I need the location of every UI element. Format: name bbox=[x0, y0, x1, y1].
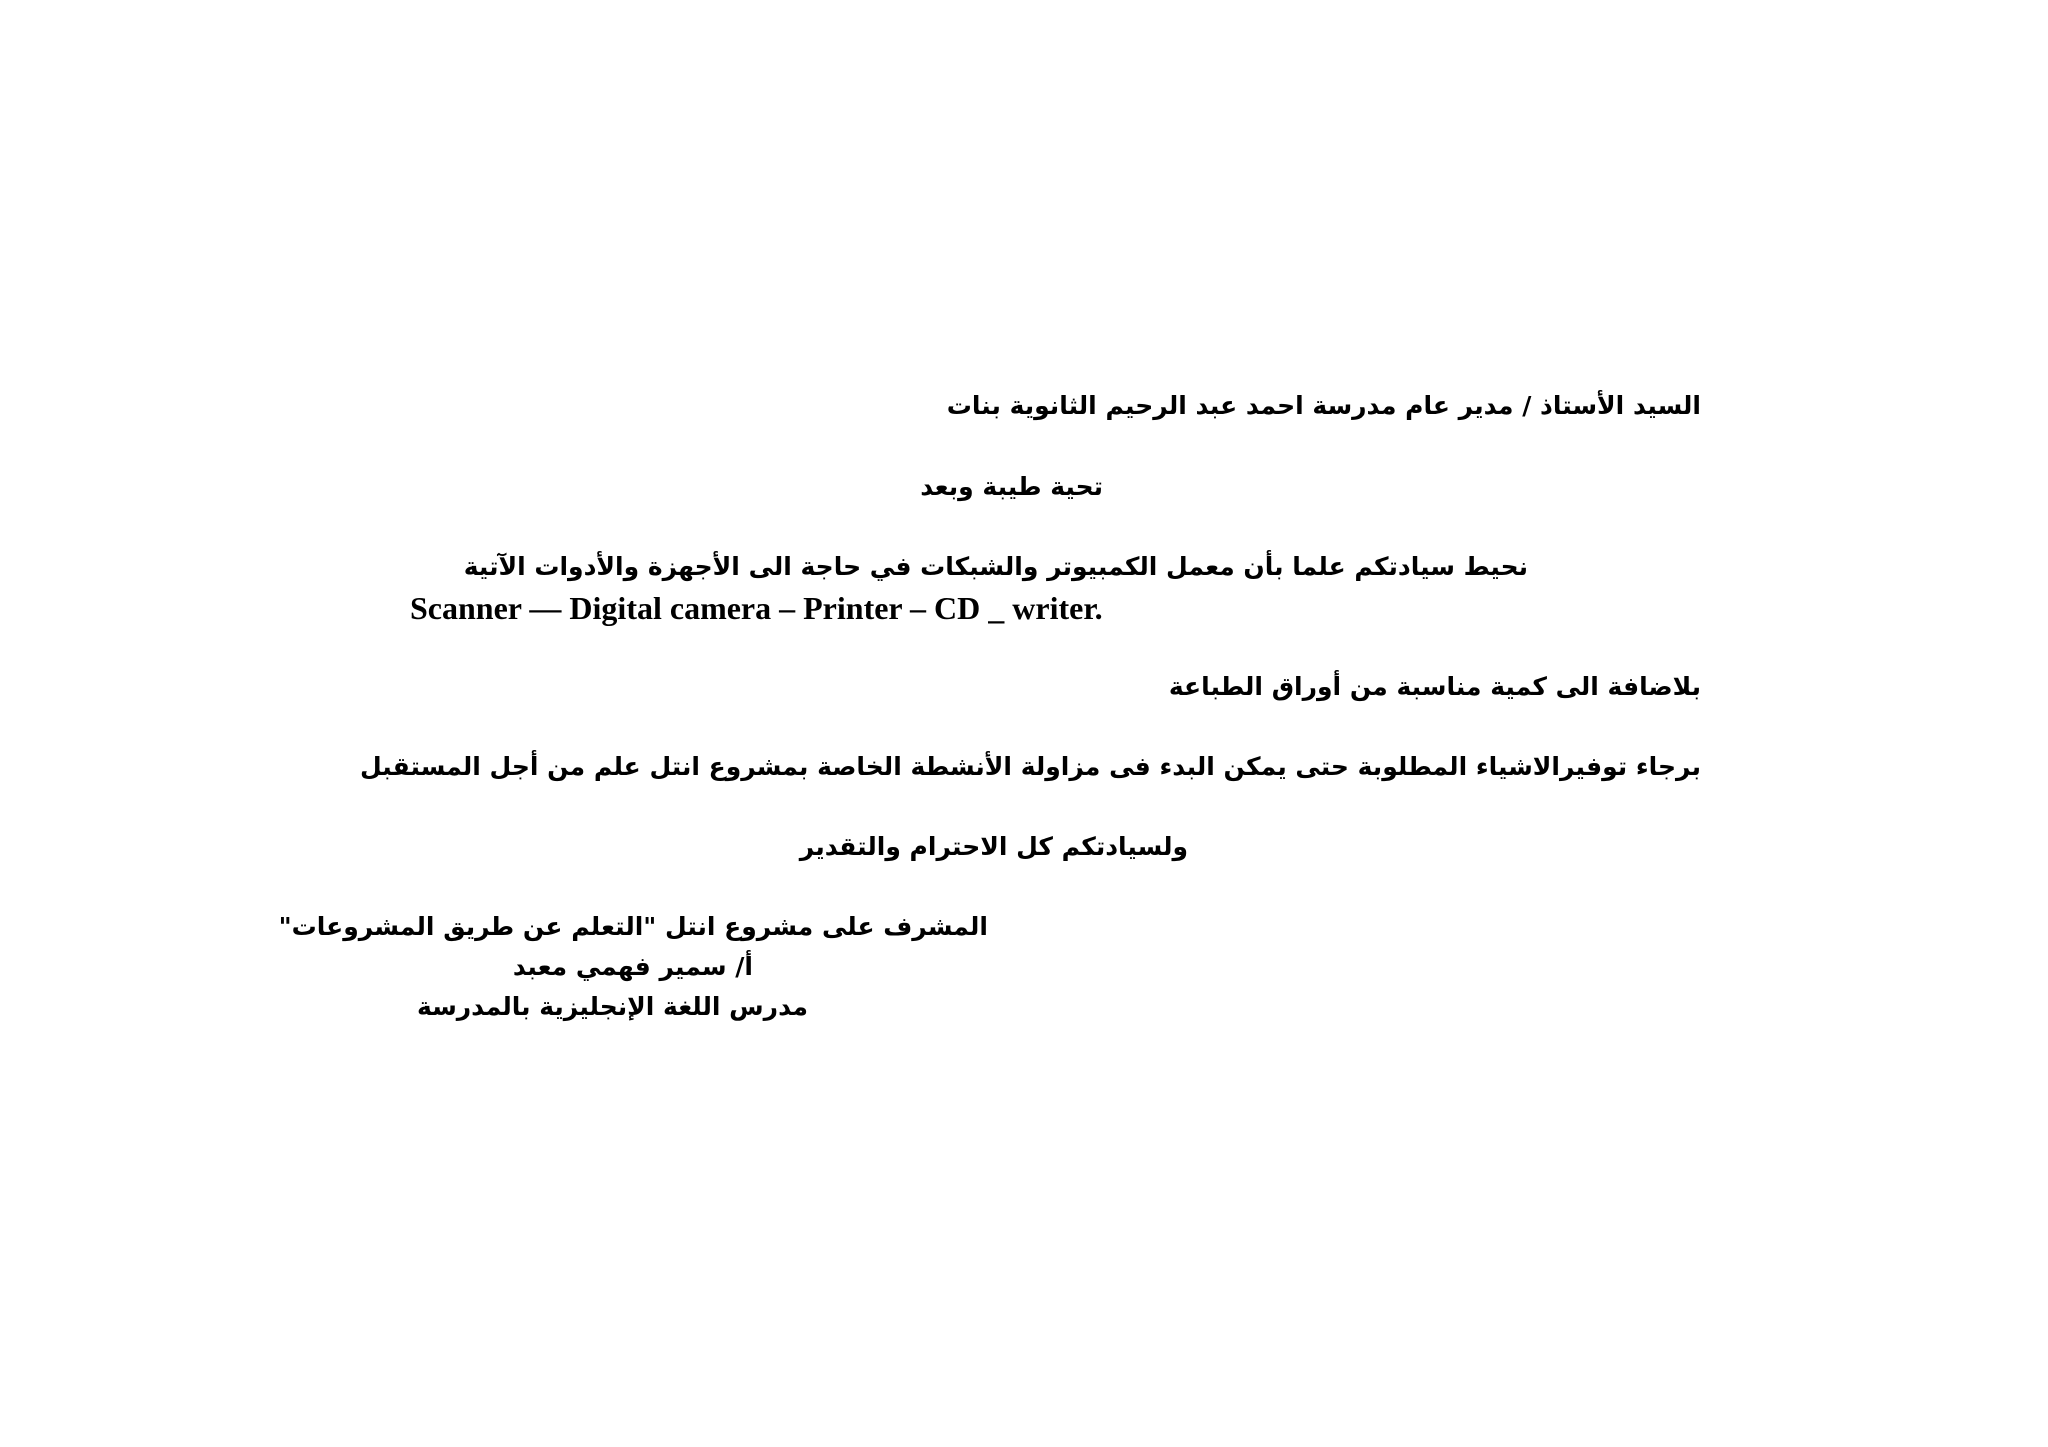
signature-title: مدرس اللغة الإنجليزية بالمدرسة bbox=[417, 992, 808, 1021]
greeting-line: تحية طيبة وبعد bbox=[920, 472, 1103, 501]
closing-line: ولسيادتكم كل الاحترام والتقدير bbox=[799, 832, 1188, 861]
request-line: برجاء توفيرالاشياء المطلوبة حتى يمكن البدء فى مزاولة الأنشطة الخاصة بمشروع انتل علم من أجل المستقبل bbox=[359, 752, 1701, 781]
signature-name: أ/ سمير فهمي معبد bbox=[512, 952, 753, 981]
addition-line: بلاضافة الى كمية مناسبة من أوراق الطباعة bbox=[1168, 672, 1701, 701]
intro-line: نحيط سيادتكم علما بأن معمل الكمبيوتر والشبكات في حاجة الى الأجهزة والأدوات الآتية bbox=[463, 552, 1528, 581]
signature-role: المشرف على مشروع انتل "التعلم عن طريق المشروعات" bbox=[278, 912, 988, 941]
addressee-line: السيد الأستاذ / مدير عام مدرسة احمد عبد الرحيم الثانوية بنات bbox=[946, 391, 1701, 420]
equipment-list: Scanner — Digital camera – Printer – CD _ writer. bbox=[410, 590, 1103, 626]
